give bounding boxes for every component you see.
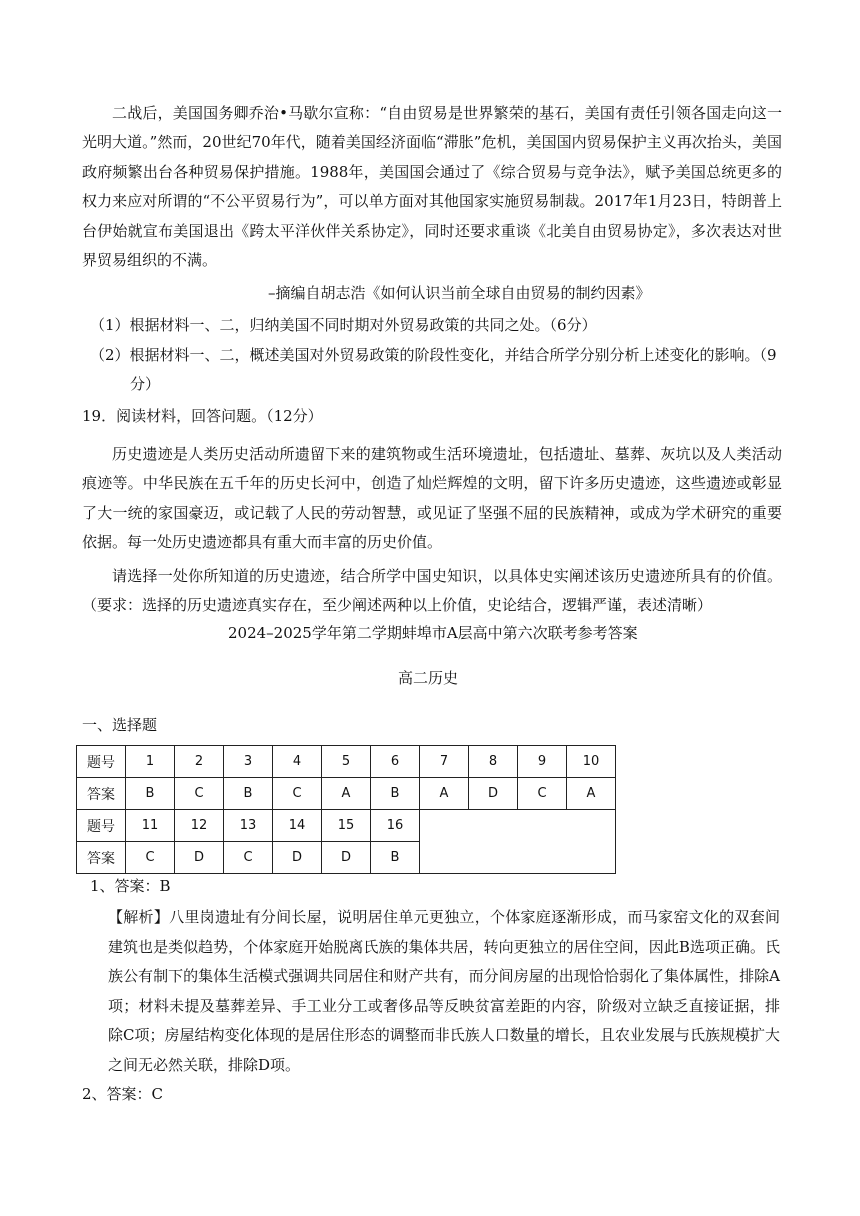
answer-cell: C	[518, 778, 567, 810]
question-number: 9	[518, 746, 567, 778]
answer-key-subject: 高二历史	[398, 669, 459, 687]
question-number: 10	[567, 746, 616, 778]
question-number: 5	[322, 746, 371, 778]
row-label-answer: 答案	[77, 842, 126, 874]
answer-2-label: 2、答案：C	[82, 1085, 164, 1103]
question-number: 13	[224, 810, 273, 842]
question-number: 6	[371, 746, 420, 778]
table-row	[77, 746, 616, 778]
question-number: 3	[224, 746, 273, 778]
question-number: 14	[273, 810, 322, 842]
question-number: 12	[175, 810, 224, 842]
question-number: 11	[126, 810, 175, 842]
answer-cell: A	[567, 778, 616, 810]
answer-cell: A	[322, 778, 371, 810]
answer-cell: B	[126, 778, 175, 810]
table-row	[77, 778, 616, 810]
answer-cell: D	[273, 842, 322, 874]
material-2-paragraph: 二战后，美国国务卿乔治•马歇尔宣称：“自由贸易是世界繁荣的基石，美国有责任引领各国走向这一光明大道。”然而，20世纪70年代，随着美国经济面临“滞胀”危机，美国国内贸易保护主义再次抬头，美国政府频繁出台各种贸易保护措施。1988年，美国国会通过了《综合贸易与竞争法》，赋予美国总统更多的权力来应对所谓的“不公平贸易行为”，可以单方面对其他国家实施贸易制裁。2017年1月23日，特朗普上台伊始就宣布美国退出《跨太平洋伙伴关系协定》，同时还要求重谈《北美自由贸易协定》，多次表达对世界贸易组织的不满。	[82, 104, 782, 270]
answer-table	[76, 745, 616, 874]
answer-cell: C	[224, 842, 273, 874]
answer-cell: A	[420, 778, 469, 810]
row-label-number: 题号	[77, 810, 126, 842]
answer-cell: D	[175, 842, 224, 874]
answer-cell: D	[322, 842, 371, 874]
answer-cell: C	[126, 842, 175, 874]
question-19-paragraph-1: 历史遗迹是人类历史活动所遗留下来的建筑物或生活环境遗址，包括遗址、墓葬、灰坑以及人类活动痕迹等。中华民族在五千年的历史长河中，创造了灿烂辉煌的文明，留下许多历史遗迹，这些遗迹或彰显了大一统的家国豪迈，或记载了人民的劳动智慧，或见证了坚强不屈的民族精神，或成为学术研究的重要依据。每一处历史遗迹都具有重大而丰富的历史价值。	[82, 445, 782, 552]
answer-1-label: 1、答案：B	[90, 877, 171, 895]
answer-cell: C	[175, 778, 224, 810]
question-number: 16	[371, 810, 420, 842]
question-19-paragraph-2: 请选择一处你所知道的历史遗迹，结合所学中国史知识，以具体史实阐述该历史遗迹所具有的价值。（要求：选择的历史遗迹真实存在，至少阐述两种以上价值，史论结合，逻辑严谨，表述清晰）	[82, 567, 782, 615]
question-19-title: 19．阅读材料，回答问题。（12分）	[82, 407, 323, 425]
material-2-source: –摘编自胡志浩《如何认识当前全球自由贸易的制约因素》	[268, 284, 651, 302]
answer-cell: B	[224, 778, 273, 810]
question-18-part-2-line2: 分）	[130, 375, 161, 393]
question-18-part-2	[90, 341, 780, 399]
answer-key-title: 2024–2025学年第二学期蚌埠市A层高中第六次联考参考答案	[228, 624, 638, 642]
table-row	[77, 810, 616, 842]
question-18-part-1: （1）根据材料一、二，归纳美国不同时期对外贸易政策的共同之处。（6分）	[90, 316, 597, 334]
answer-cell: C	[273, 778, 322, 810]
question-number: 4	[273, 746, 322, 778]
row-label-answer: 答案	[77, 778, 126, 810]
row-label-number: 题号	[77, 746, 126, 778]
answer-cell: B	[371, 842, 420, 874]
answer-cell: D	[469, 778, 518, 810]
question-number: 8	[469, 746, 518, 778]
question-number: 7	[420, 746, 469, 778]
answer-1-analysis: 【解析】八里岗遗址有分间长屋，说明居住单元更独立，个体家庭逐渐形成，而马家窑文化的双套间建筑也是类似趋势，个体家庭开始脱离氏族的集体共居，转向更独立的居住空间，因此B选项正确。氏族公有制下的集体生活模式强调共同居住和财产共有，而分间房屋的出现恰恰弱化了集体属性，排除A项；材料未提及墓葬差异、手工业分工或奢侈品等反映贫富差距的内容，阶级对立缺乏直接证据，排除C项；房屋结构变化体现的是居住形态的调整而非氏族人口数量的增长，且农业发展与氏族规模扩大之间无必然关联，排除D项。	[108, 908, 780, 1074]
question-number: 1	[126, 746, 175, 778]
section-multiple-choice: 一、选择题	[82, 716, 158, 734]
question-number: 15	[322, 810, 371, 842]
answer-cell: B	[371, 778, 420, 810]
question-18-part-2-line1: （2）根据材料一、二，概述美国对外贸易政策的阶段性变化，并结合所学分别分析上述变化的影响。（9	[90, 346, 777, 364]
question-number: 2	[175, 746, 224, 778]
empty-cell	[420, 810, 616, 874]
